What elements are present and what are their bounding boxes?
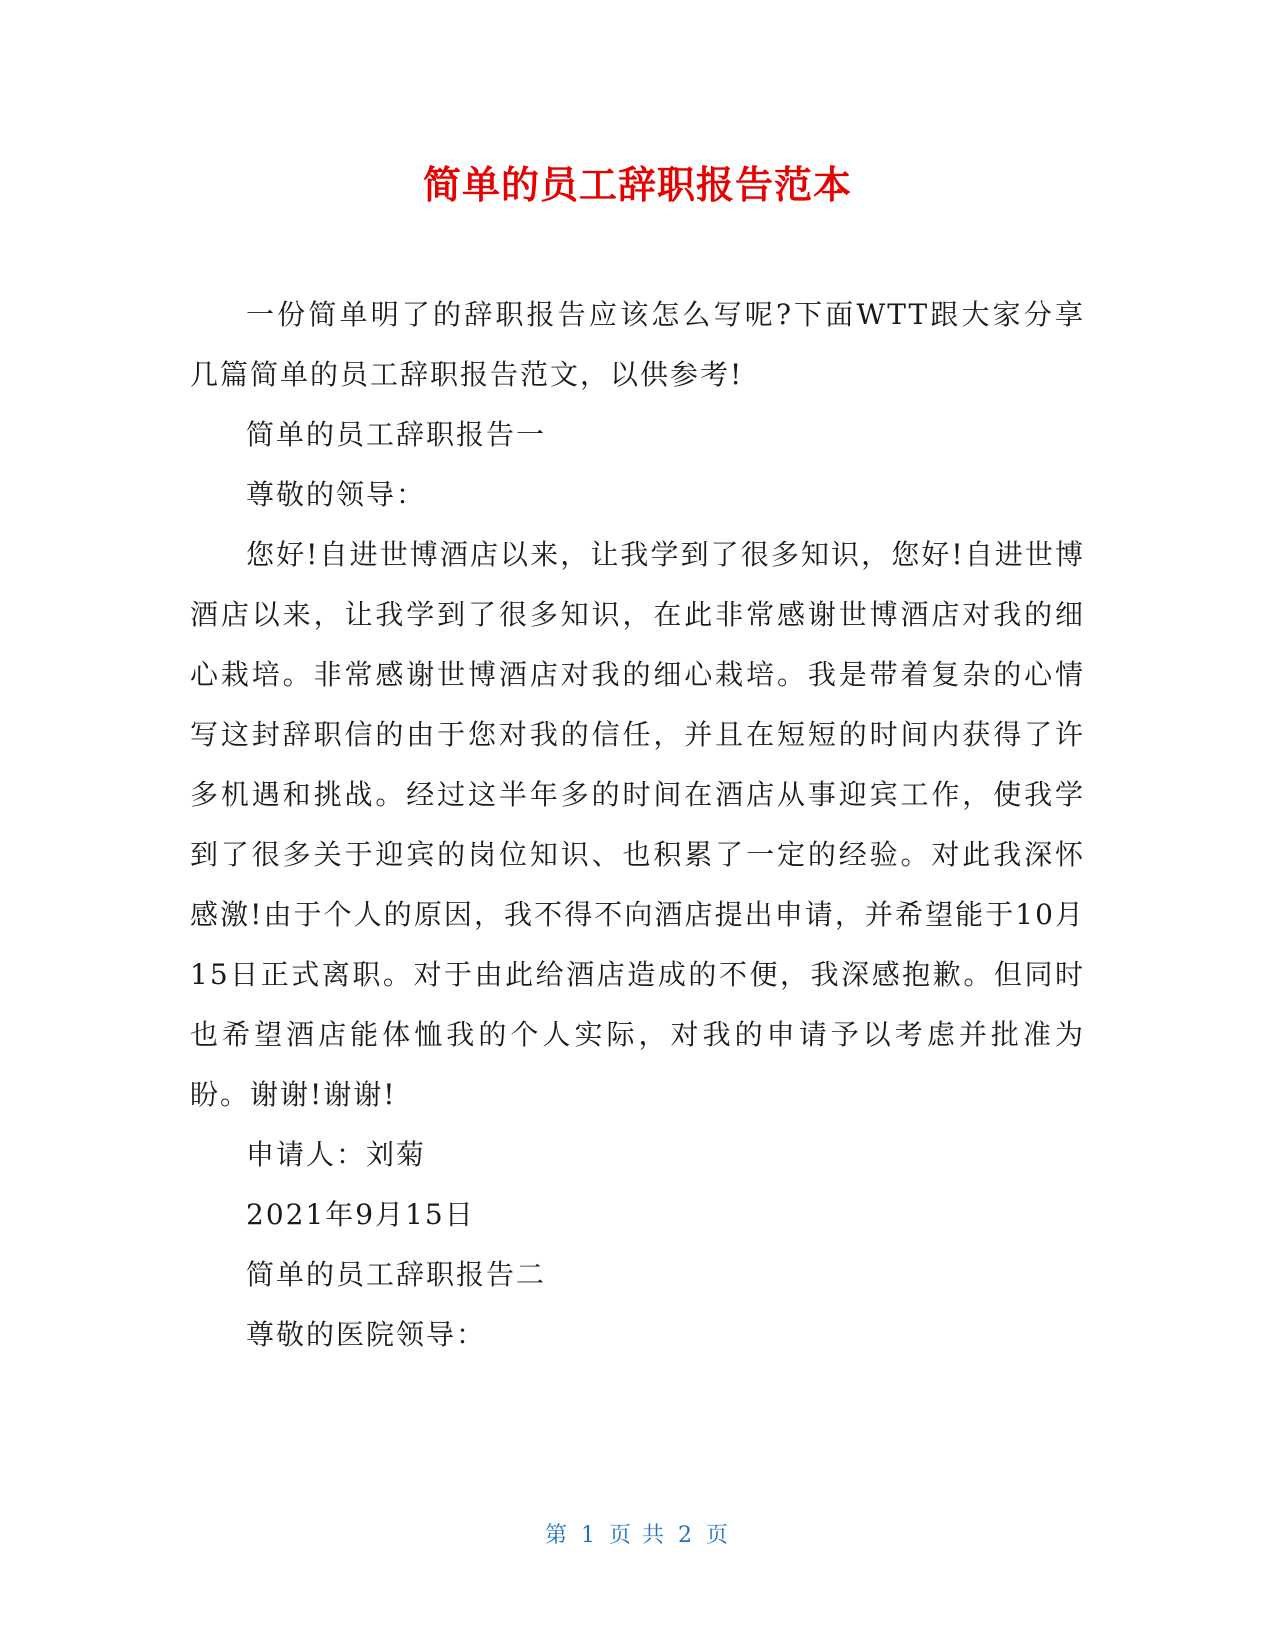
intro-paragraph: 一份简单明了的辞职报告应该怎么写呢?下面WTT跟大家分享几篇简单的员工辞职报告范文，以供参考! <box>190 298 1085 391</box>
footer-suffix: 页 <box>706 1523 731 1548</box>
page-footer <box>0 1518 1275 1549</box>
salutation-two: 尊敬的医院领导： <box>246 1318 487 1351</box>
letter-body: 您好!自进世博酒店以来，让我学到了很多知识，您好!自进世博酒店以来，让我学到了很多知识，在此非常感谢世博酒店对我的细心栽培。非常感谢世博酒店对我的细心栽培。我是带着复杂的心情写这封辞职信的由于您对我的信任，并且在短短的时间内获得了许多机遇和挑战。经过这半年多的时间在酒店从事迎宾工作，使我学到了很多关于迎宾的岗位知识、也积累了一定的经验。对此我深怀感激!由于个人的原因，我不得不向酒店提出申请，并希望能于10月15日正式离职。对于由此给酒店造成的不便，我深感抱歉。但同时也希望酒店能体恤我的个人实际，对我的申请予以考虑并批准为盼。谢谢!谢谢! <box>190 538 1085 1111</box>
date-line: 2021年9月15日 <box>246 1198 475 1231</box>
document-body <box>190 285 1085 1365</box>
footer-prefix: 第 <box>544 1523 569 1548</box>
section-heading-two: 简单的员工辞职报告二 <box>246 1258 547 1291</box>
document-title: 简单的员工辞职报告范本 <box>422 163 852 207</box>
applicant-line: 申请人：刘菊 <box>246 1138 427 1171</box>
section-heading-one: 简单的员工辞职报告一 <box>246 418 547 451</box>
salutation: 尊敬的领导： <box>246 478 427 511</box>
footer-middle: 页 共 <box>609 1523 666 1548</box>
footer-total-pages: 2 <box>678 1523 694 1548</box>
footer-current-page: 1 <box>581 1523 597 1548</box>
